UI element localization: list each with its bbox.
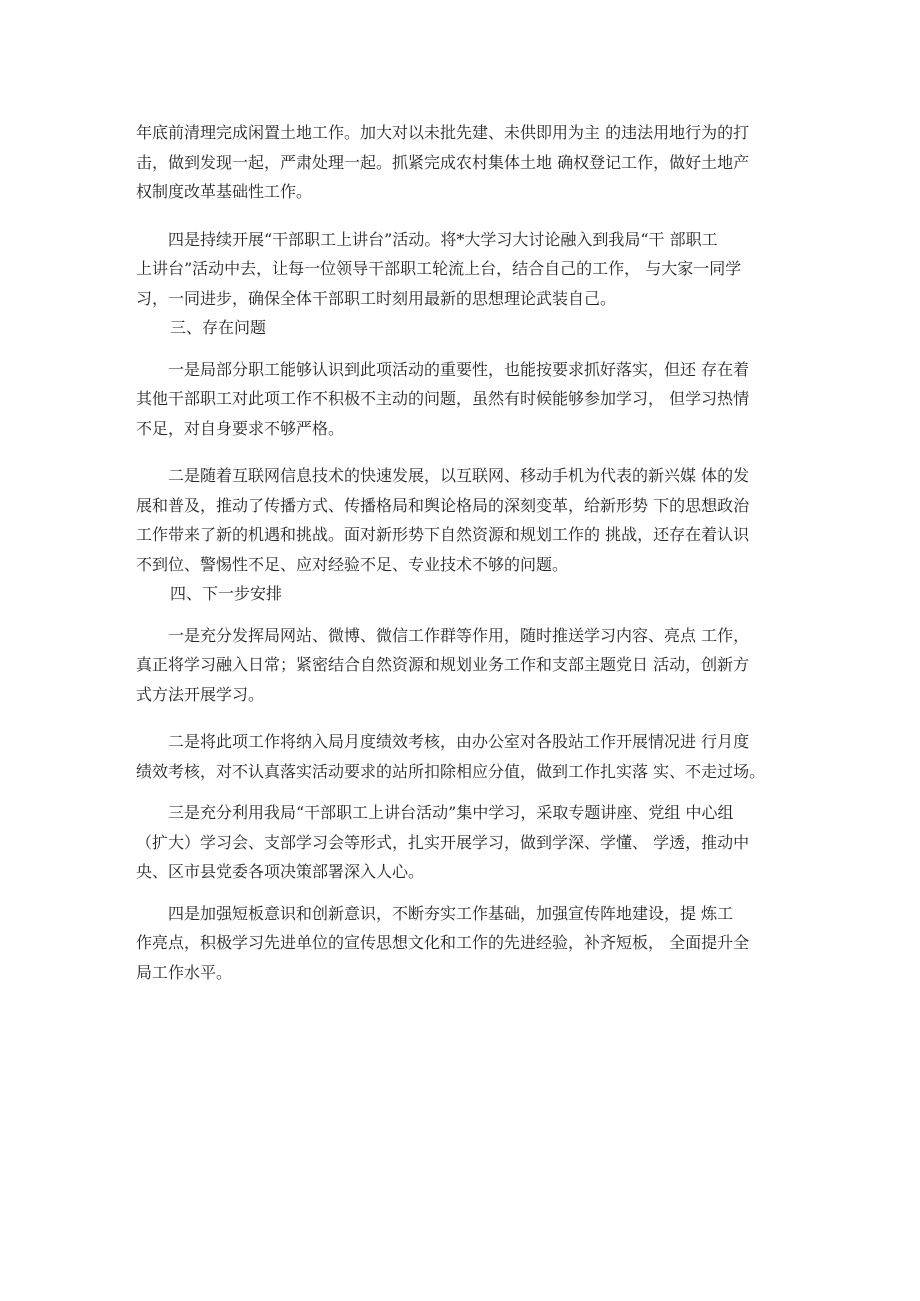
paragraph-lecture-activity — [136, 225, 796, 314]
paragraph-line: 二是将此项工作将纳入局月度绩效考核，由办公室对各股站工作开展情况进 行月度 — [168, 732, 750, 751]
paragraph-line: 一是局部分职工能够认识到此项活动的重要性，也能按要求抓好落实，但还 存在着 — [168, 359, 750, 379]
paragraph-line: 四是持续开展“干部职工上讲台”活动。将*大学习大讨论融入到我局“干 部职工 — [168, 229, 718, 249]
paragraph-problem-two — [136, 461, 796, 579]
paragraph-line: 局工作水平。 — [136, 962, 233, 982]
section-heading-problems: 三、存在问题 — [170, 318, 267, 337]
paragraph-plan-three — [136, 798, 796, 887]
paragraph-line: 习，一同进步，确保全体干部职工时刻用最新的思想理论武装自己。 — [136, 288, 617, 308]
paragraph-line: 权制度改革基础性工作。 — [136, 182, 313, 201]
paragraph-line: 一是充分发挥局网站、微博、微信工作群等作用，随时推送学习内容、亮点 工作， — [168, 625, 750, 645]
paragraph-problem-one — [136, 355, 796, 444]
paragraph-line: 四是加强短板意识和创新意识，不断夯实工作基础，加强宣传阵地建设，提 炼工 — [168, 903, 734, 923]
paragraph-line: 展和普及，推动了传播方式、传播格局和舆论格局的深刻变革，给新形势 下的思想政治 — [136, 495, 750, 515]
paragraph-line: （扩大）学习会、支部学习会等形式，扎实开展学习，做到学深、学懂、 学透，推动中 — [136, 832, 750, 852]
paragraph-line: 三是充分利用我局“干部职工上讲台活动”集中学习，采取专题讲座、党组 中心组 — [168, 803, 734, 822]
paragraph-plan-four — [136, 899, 796, 988]
paragraph-line: 上讲台”活动中去，让每一位领导干部职工轮流上台，结合自己的工作， 与大家一同学 — [136, 259, 742, 278]
paragraph-plan-two — [136, 727, 796, 786]
paragraph-line: 击，做到发现一起，严肃处理一起。抓紧完成农村集体土地 确权登记工作，做好土地产 — [136, 152, 750, 172]
document-body — [136, 118, 796, 987]
paragraph-plan-one — [136, 621, 796, 710]
paragraph-line: 不到位、警惕性不足、应对经验不足、专业技术不够的问题。 — [136, 554, 569, 574]
section-heading-next-steps: 四、下一步安排 — [170, 584, 283, 603]
paragraph-line: 其他干部职工对此项工作不积极不主动的问题，虽然有时候能够参加学习， 但学习热情 — [136, 389, 750, 408]
paragraph-line: 不足，对自身要求不够严格。 — [136, 418, 345, 438]
paragraph-line: 绩效考核，对不认真落实活动要求的站所扣除相应分值，做到工作扎实落 实、不走过场。 — [136, 761, 766, 781]
paragraph-land-cleanup — [136, 118, 796, 207]
paragraph-line: 央、区市县党委各项决策部署深入人心。 — [136, 862, 425, 881]
paragraph-line: 真正将学习融入日常；紧密结合自然资源和规划业务工作和支部主题党日 活动，创新方 — [136, 655, 750, 674]
paragraph-line: 二是随着互联网信息技术的快速发展，以互联网、移动手机为代表的新兴媒 体的发 — [168, 466, 750, 485]
paragraph-line: 作亮点，积极学习先进单位的宣传思想文化和工作的先进经验，补齐短板， 全面提升全 — [136, 933, 750, 952]
paragraph-line: 年底前清理完成闲置土地工作。加大对以未批先建、未供即用为主 的违法用地行为的打 — [136, 123, 750, 142]
paragraph-line: 工作带来了新的机遇和挑战。面对新形势下自然资源和规划工作的 挑战，还存在着认识 — [136, 525, 750, 544]
paragraph-line: 式方法开展学习。 — [136, 684, 265, 704]
